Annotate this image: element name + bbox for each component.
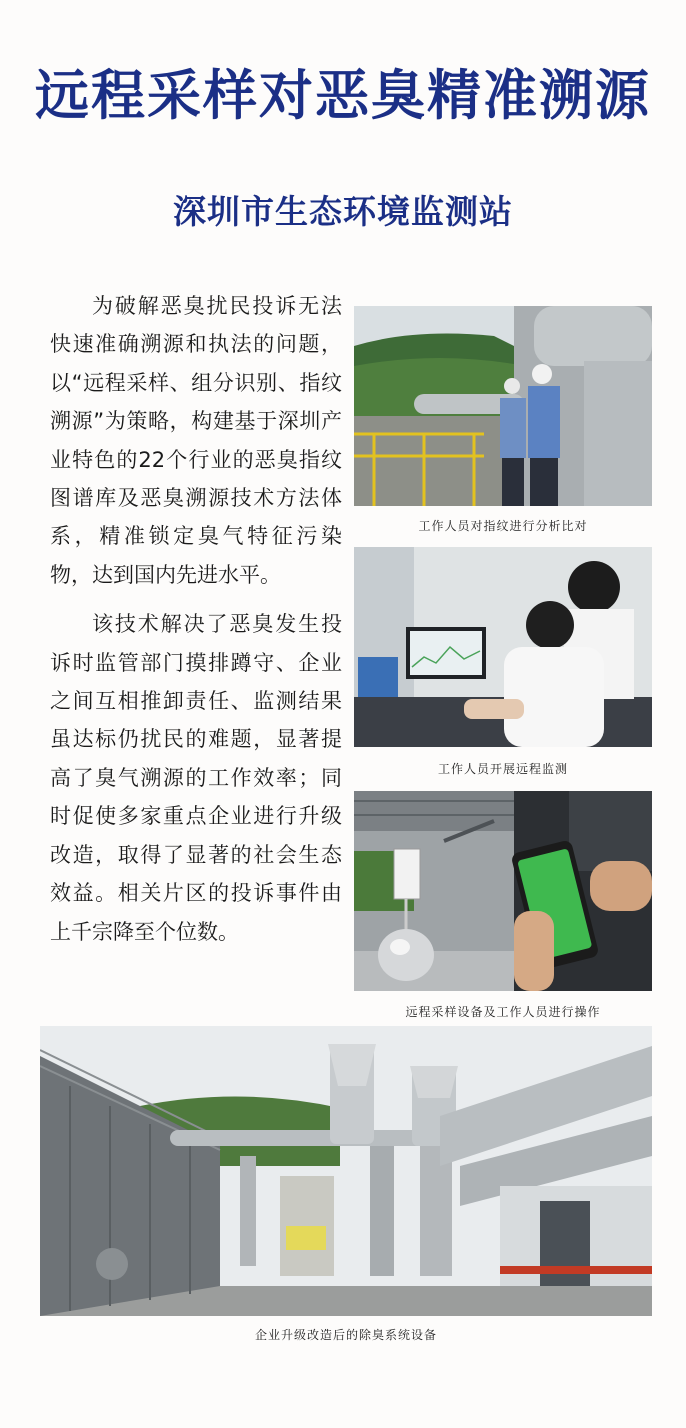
photo-caption: 远程采样设备及工作人员进行操作	[405, 1005, 601, 1019]
photo-remote-sampling-device	[354, 791, 652, 991]
photo-remote-monitoring	[354, 547, 652, 747]
photo-fingerprint-analysis	[354, 306, 652, 506]
page-subtitle: 深圳市生态环境监测站	[173, 192, 513, 231]
article-paragraph: 为破解恶臭扰民投诉无法快速准确溯源和执法的问题，以“远程采样、组分识别、指纹溯源”为策略，构建基于深圳产业特色的22个行业的恶臭指纹图谱库及恶臭溯源技术方法体系，精准锁定臭气特征污染物，达到国内先进水平。	[50, 294, 342, 587]
photo-caption: 工作人员开展远程监测	[437, 762, 568, 776]
article-paragraph: 该技术解决了恶臭发生投诉时监管部门摸排蹲守、企业之间互相推卸责任、监测结果虽达标仍扰民的难题，显著提高了臭气溯源的工作效率；同时促使多家重点企业进行升级改造，取得了显著的社会生态效益。相关片区的投诉事件由上千宗降至个位数。	[50, 612, 342, 944]
photo-caption: 企业升级改造后的除臭系统设备	[254, 1328, 437, 1342]
photo-caption: 工作人员对指纹进行分析比对	[418, 519, 588, 533]
article-body	[50, 287, 342, 962]
page-title: 远程采样对恶臭精准溯源	[35, 64, 651, 127]
photo-deodorization-equipment	[40, 1026, 652, 1316]
